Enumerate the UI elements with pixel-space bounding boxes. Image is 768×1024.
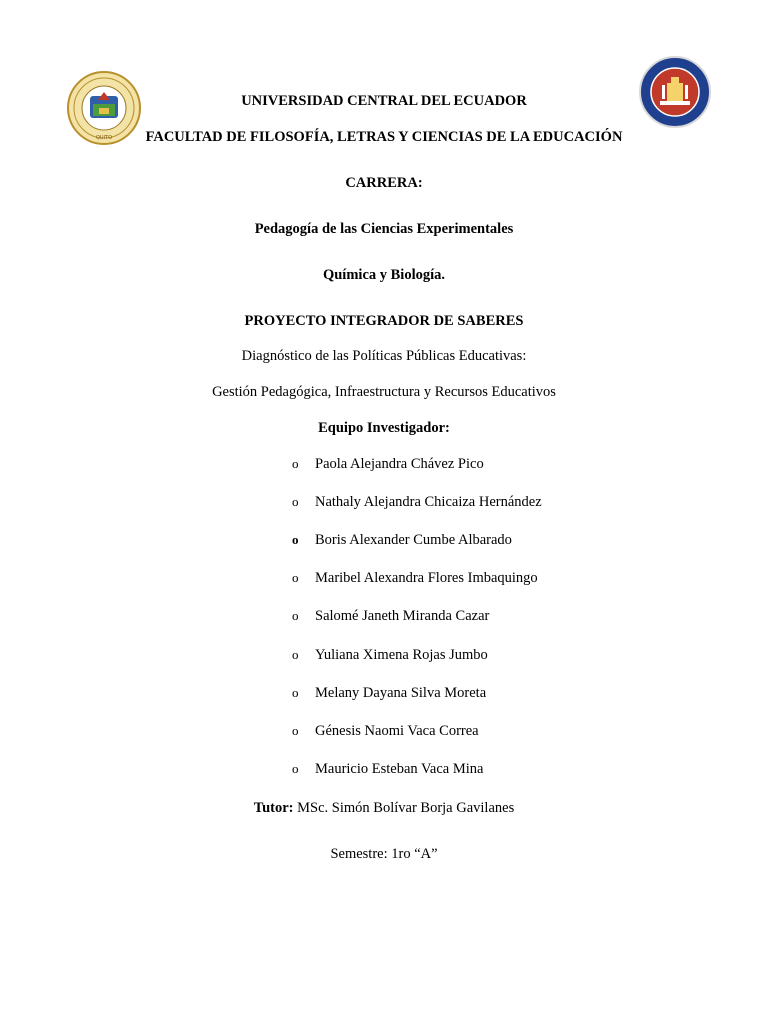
member-name: Maribel Alexandra Flores Imbaquingo — [315, 570, 538, 586]
member-name: Salomé Janeth Miranda Cazar — [315, 608, 490, 624]
bullet-marker: o — [292, 494, 299, 509]
member-name: Melany Dayana Silva Moreta — [315, 685, 487, 701]
member-name: Mauricio Esteban Vaca Mina — [315, 761, 484, 777]
project-subtitle-2: Gestión Pedagógica, Infraestructura y Recursos Educativos — [212, 384, 556, 400]
member-name: Paola Alejandra Chávez Pico — [315, 456, 484, 472]
tutor-line — [0, 799, 768, 817]
list-item — [292, 569, 538, 587]
list-item — [292, 607, 489, 625]
tutor-label: Tutor: — [253, 800, 294, 816]
svg-text:QUITO: QUITO — [95, 135, 113, 141]
bullet-marker: o — [292, 761, 299, 776]
list-item — [292, 760, 483, 778]
member-name: Yuliana Ximena Rojas Jumbo — [315, 647, 488, 663]
career-label: CARRERA: — [345, 175, 423, 191]
member-name: Boris Alexander Cumbe Albarado — [315, 532, 512, 548]
semester-text: Semestre: 1ro “A” — [330, 846, 438, 862]
list-item — [292, 531, 512, 549]
bullet-marker: o — [292, 685, 299, 700]
specialty-name: Química y Biología. — [322, 267, 446, 283]
project-title: PROYECTO INTEGRADOR DE SABERES — [244, 313, 524, 329]
career-name: Pedagogía de las Ciencias Experimentales — [254, 221, 514, 237]
list-item — [292, 684, 486, 702]
university-name: UNIVERSIDAD CENTRAL DEL ECUADOR — [241, 93, 527, 109]
list-item — [292, 722, 479, 740]
member-name: Génesis Naomi Vaca Correa — [315, 723, 479, 739]
team-label: Equipo Investigador: — [318, 420, 450, 436]
member-name: Nathaly Alejandra Chicaiza Hernández — [315, 494, 542, 510]
list-item — [292, 646, 488, 664]
bullet-marker: o — [292, 723, 299, 738]
faculty-name: FACULTAD DE FILOSOFÍA, LETRAS Y CIENCIAS DE LA EDUCACIÓN — [145, 129, 623, 145]
list-item — [292, 455, 484, 473]
bullet-marker: o — [292, 456, 299, 471]
bullet-marker: o — [292, 647, 299, 662]
bullet-marker: o — [292, 532, 299, 547]
bullet-marker: o — [292, 608, 299, 623]
list-item — [292, 493, 542, 511]
project-subtitle-1: Diagnóstico de las Políticas Públicas Educativas: — [241, 348, 527, 364]
bullet-marker: o — [292, 570, 299, 585]
tutor-name: MSc. Simón Bolívar Borja Gavilanes — [297, 800, 515, 816]
